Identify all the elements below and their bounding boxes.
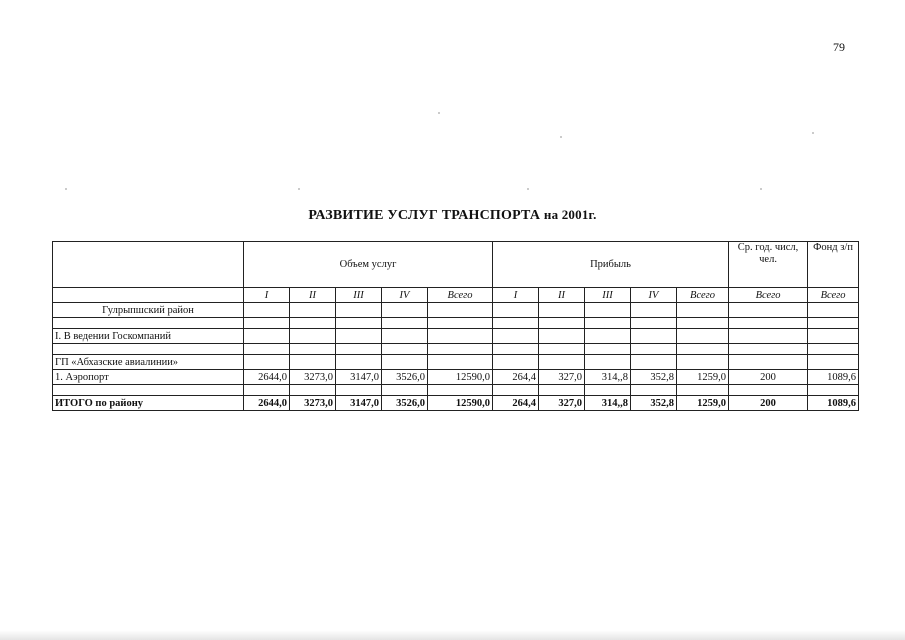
subheader-profit-q3: III: [585, 288, 631, 303]
subheader-volume-q4: IV: [382, 288, 428, 303]
empty-cell: [428, 385, 493, 396]
empty-cell: [428, 303, 493, 318]
scan-speck: [438, 112, 440, 114]
airport-profit-q2: 327,0: [539, 370, 585, 385]
total-profit-q4: 352,8: [631, 396, 677, 411]
empty-cell: [428, 318, 493, 329]
empty-cell: [244, 385, 290, 396]
header-row-groups: [53, 242, 859, 288]
empty-cell: [244, 318, 290, 329]
airport-volume-q3: 3147,0: [336, 370, 382, 385]
empty-cell: [729, 303, 808, 318]
total-profit-total: 1259,0: [677, 396, 729, 411]
empty-cell: [290, 329, 336, 344]
empty-cell: [808, 355, 859, 370]
total-payroll: 1089,6: [808, 396, 859, 411]
subheader-headcount-total: Всего: [729, 288, 808, 303]
airport-profit-q1: 264,4: [493, 370, 539, 385]
empty-cell: [631, 318, 677, 329]
empty-cell: [290, 344, 336, 355]
empty-cell: [336, 329, 382, 344]
empty-cell: [539, 344, 585, 355]
airport-volume-q2: 3273,0: [290, 370, 336, 385]
empty-cell: [244, 355, 290, 370]
table-row-district: [53, 303, 859, 318]
empty-cell: [493, 355, 539, 370]
empty-cell: [808, 344, 859, 355]
empty-cell: [585, 344, 631, 355]
empty-cell: [53, 385, 244, 396]
empty-cell: [585, 355, 631, 370]
empty-cell: [677, 303, 729, 318]
empty-cell: [336, 344, 382, 355]
empty-cell: [631, 329, 677, 344]
airport-volume-total: 12590,0: [428, 370, 493, 385]
empty-cell: [585, 318, 631, 329]
document-title: [0, 207, 905, 224]
empty-cell: [808, 329, 859, 344]
empty-cell: [729, 385, 808, 396]
empty-cell: [244, 329, 290, 344]
empty-cell: [539, 355, 585, 370]
empty-cell: [336, 318, 382, 329]
scan-speck: [65, 188, 67, 190]
subheader-payroll-total: Всего: [808, 288, 859, 303]
table-row-enterprise: [53, 355, 859, 370]
empty-cell: [631, 355, 677, 370]
empty-cell: [53, 344, 244, 355]
empty-cell: [677, 344, 729, 355]
subheader-volume-q3: III: [336, 288, 382, 303]
airport-profit-total: 1259,0: [677, 370, 729, 385]
empty-cell: [729, 344, 808, 355]
subheader-profit-q2: II: [539, 288, 585, 303]
total-volume-q4: 3526,0: [382, 396, 428, 411]
empty-cell: [585, 329, 631, 344]
total-volume-total: 12590,0: [428, 396, 493, 411]
empty-cell: [493, 303, 539, 318]
row-label-total: ИТОГО по району: [53, 396, 244, 411]
row-label-state-companies: I. В ведении Госкомпаний: [53, 329, 244, 344]
empty-cell: [677, 355, 729, 370]
empty-cell: [808, 385, 859, 396]
table-row-spacer: [53, 318, 859, 329]
empty-cell: [382, 385, 428, 396]
empty-cell: [290, 385, 336, 396]
table-row-total: [53, 396, 859, 411]
empty-cell: [290, 303, 336, 318]
empty-cell: [729, 329, 808, 344]
airport-volume-q1: 2644,0: [244, 370, 290, 385]
empty-cell: [677, 329, 729, 344]
table-row-state-companies: [53, 329, 859, 344]
subheader-volume-total: Всего: [428, 288, 493, 303]
total-headcount: 200: [729, 396, 808, 411]
total-volume-q3: 3147,0: [336, 396, 382, 411]
subheader-volume-q2: II: [290, 288, 336, 303]
empty-cell: [585, 385, 631, 396]
empty-cell: [382, 355, 428, 370]
empty-cell: [539, 303, 585, 318]
table-row-spacer: [53, 385, 859, 396]
empty-cell: [382, 303, 428, 318]
empty-cell: [631, 385, 677, 396]
empty-cell: [244, 303, 290, 318]
empty-cell: [677, 385, 729, 396]
empty-cell: [382, 318, 428, 329]
header-volume: Объем услуг: [244, 242, 493, 288]
empty-cell: [244, 344, 290, 355]
airport-profit-q4: 352,8: [631, 370, 677, 385]
header-profit: Прибыль: [493, 242, 729, 288]
total-profit-q2: 327,0: [539, 396, 585, 411]
empty-cell: [336, 355, 382, 370]
subheader-profit-total: Всего: [677, 288, 729, 303]
empty-cell: [677, 318, 729, 329]
table-row-airport: [53, 370, 859, 385]
empty-cell: [808, 303, 859, 318]
transport-services-table: [52, 241, 859, 411]
total-volume-q2: 3273,0: [290, 396, 336, 411]
row-label-enterprise: ГП «Абхазские авиалинии»: [53, 355, 244, 370]
empty-cell: [428, 329, 493, 344]
title-year: на 2001г.: [543, 207, 597, 222]
total-profit-q1: 264,4: [493, 396, 539, 411]
empty-cell: [382, 344, 428, 355]
empty-cell: [808, 318, 859, 329]
row-label-airport: 1. Аэропорт: [53, 370, 244, 385]
airport-headcount: 200: [729, 370, 808, 385]
scan-edge-shadow: [0, 630, 905, 640]
total-volume-q1: 2644,0: [244, 396, 290, 411]
empty-cell: [493, 329, 539, 344]
title-main: РАЗВИТИЕ УСЛУГ ТРАНСПОРТА: [308, 208, 541, 223]
empty-cell: [336, 303, 382, 318]
airport-profit-q3: 314,,8: [585, 370, 631, 385]
subheader-profit-q4: IV: [631, 288, 677, 303]
empty-cell: [631, 344, 677, 355]
empty-cell: [336, 385, 382, 396]
scan-speck: [812, 132, 814, 134]
empty-cell: [631, 303, 677, 318]
page-number: 79: [833, 40, 845, 54]
scan-speck: [560, 136, 562, 138]
airport-payroll: 1089,6: [808, 370, 859, 385]
scan-speck: [298, 188, 300, 190]
empty-cell: [493, 318, 539, 329]
header-row-quarters: [53, 288, 859, 303]
empty-cell: [585, 303, 631, 318]
empty-cell: [729, 355, 808, 370]
empty-cell: [382, 329, 428, 344]
empty-cell: [539, 385, 585, 396]
total-profit-q3: 314,,8: [585, 396, 631, 411]
empty-cell: [290, 355, 336, 370]
empty-cell: [493, 344, 539, 355]
table-row-spacer: [53, 344, 859, 355]
empty-cell: [428, 344, 493, 355]
header-blank-2: [53, 288, 244, 303]
empty-cell: [493, 385, 539, 396]
empty-cell: [729, 318, 808, 329]
header-blank: [53, 242, 244, 288]
empty-cell: [428, 355, 493, 370]
airport-volume-q4: 3526,0: [382, 370, 428, 385]
scan-speck: [527, 188, 529, 190]
scan-speck: [760, 188, 762, 190]
empty-cell: [539, 318, 585, 329]
empty-cell: [539, 329, 585, 344]
subheader-profit-q1: I: [493, 288, 539, 303]
subheader-volume-q1: I: [244, 288, 290, 303]
header-payroll: Фонд з/п: [808, 242, 859, 288]
empty-cell: [53, 318, 244, 329]
empty-cell: [290, 318, 336, 329]
row-label-district: Гулрыпшский район: [53, 303, 244, 318]
header-avg-headcount: Ср. год. числ, чел.: [729, 242, 808, 288]
